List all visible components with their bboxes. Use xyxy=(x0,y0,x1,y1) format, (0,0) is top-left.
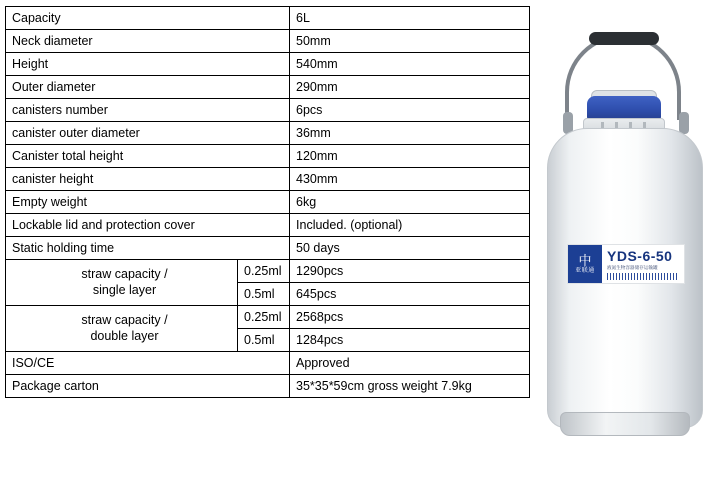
table-row xyxy=(6,30,530,53)
spec-label: Canister total height xyxy=(6,145,290,168)
straw-group-label-line2: single layer xyxy=(92,282,157,297)
straw-group-label xyxy=(6,260,238,306)
straw-group-label-line2: double layer xyxy=(90,328,159,343)
straw-value: 1284pcs xyxy=(290,329,530,352)
straw-size: 0.25ml xyxy=(238,306,290,329)
brand-logo-mark: 中 xyxy=(578,252,592,268)
table-row xyxy=(6,99,530,122)
spec-value: 36mm xyxy=(290,122,530,145)
tank-handle-hinge-right-icon xyxy=(679,112,689,134)
spec-value: 120mm xyxy=(290,145,530,168)
table-row xyxy=(6,375,530,398)
table-row xyxy=(6,168,530,191)
spec-label: ISO/CE xyxy=(6,352,290,375)
spec-label: Capacity xyxy=(6,7,290,30)
table-row xyxy=(6,53,530,76)
table-row xyxy=(6,76,530,99)
straw-value: 645pcs xyxy=(290,283,530,306)
spec-table-body xyxy=(6,7,530,398)
straw-group-label xyxy=(6,306,238,352)
spec-label: Static holding time xyxy=(6,237,290,260)
table-row xyxy=(6,214,530,237)
spec-value: 6kg xyxy=(290,191,530,214)
spec-value: 6pcs xyxy=(290,99,530,122)
table-row xyxy=(6,260,530,283)
tank-label-subtext: 液氮生物容器储存运输罐 xyxy=(607,265,658,270)
spec-label: Neck diameter xyxy=(6,30,290,53)
spec-value: 50 days xyxy=(290,237,530,260)
tank-lid-blue xyxy=(587,96,661,120)
spec-label: Empty weight xyxy=(6,191,290,214)
tank-product-label xyxy=(567,244,685,284)
straw-size: 0.25ml xyxy=(238,260,290,283)
spec-value: 35*35*59cm gross weight 7.9kg xyxy=(290,375,530,398)
brand-logo-text: 亚联通 xyxy=(575,267,595,274)
straw-group-label-line1: straw capacity / xyxy=(81,266,168,281)
spec-label: Lockable lid and protection cover xyxy=(6,214,290,237)
spec-label: Height xyxy=(6,53,290,76)
spec-value: 290mm xyxy=(290,76,530,99)
table-row xyxy=(6,237,530,260)
straw-size: 0.5ml xyxy=(238,329,290,352)
tank-base xyxy=(560,412,690,436)
spec-value: 50mm xyxy=(290,30,530,53)
table-row xyxy=(6,7,530,30)
table-row xyxy=(6,145,530,168)
tank-label-text-block xyxy=(602,248,684,280)
tank-model-number: YDS-6-50 xyxy=(607,248,673,264)
spec-label: Package carton xyxy=(6,375,290,398)
spec-label: canister height xyxy=(6,168,290,191)
table-row xyxy=(6,306,530,329)
product-image-liquid-nitrogen-tank xyxy=(533,8,719,470)
spec-label: Outer diameter xyxy=(6,76,290,99)
straw-value: 1290pcs xyxy=(290,260,530,283)
straw-value: 2568pcs xyxy=(290,306,530,329)
table-row xyxy=(6,122,530,145)
tank-handle-grip-icon xyxy=(589,32,659,45)
spec-value: 430mm xyxy=(290,168,530,191)
tank-label-stripes xyxy=(607,273,679,280)
brand-logo-icon xyxy=(568,245,602,283)
spec-value: Approved xyxy=(290,352,530,375)
spec-label: canister outer diameter xyxy=(6,122,290,145)
table-row xyxy=(6,191,530,214)
spec-value: Included. (optional) xyxy=(290,214,530,237)
spec-label: canisters number xyxy=(6,99,290,122)
straw-group-label-line1: straw capacity / xyxy=(81,312,168,327)
straw-size: 0.5ml xyxy=(238,283,290,306)
spec-value: 540mm xyxy=(290,53,530,76)
spec-value: 6L xyxy=(290,7,530,30)
specification-table xyxy=(5,6,530,398)
table-row xyxy=(6,352,530,375)
